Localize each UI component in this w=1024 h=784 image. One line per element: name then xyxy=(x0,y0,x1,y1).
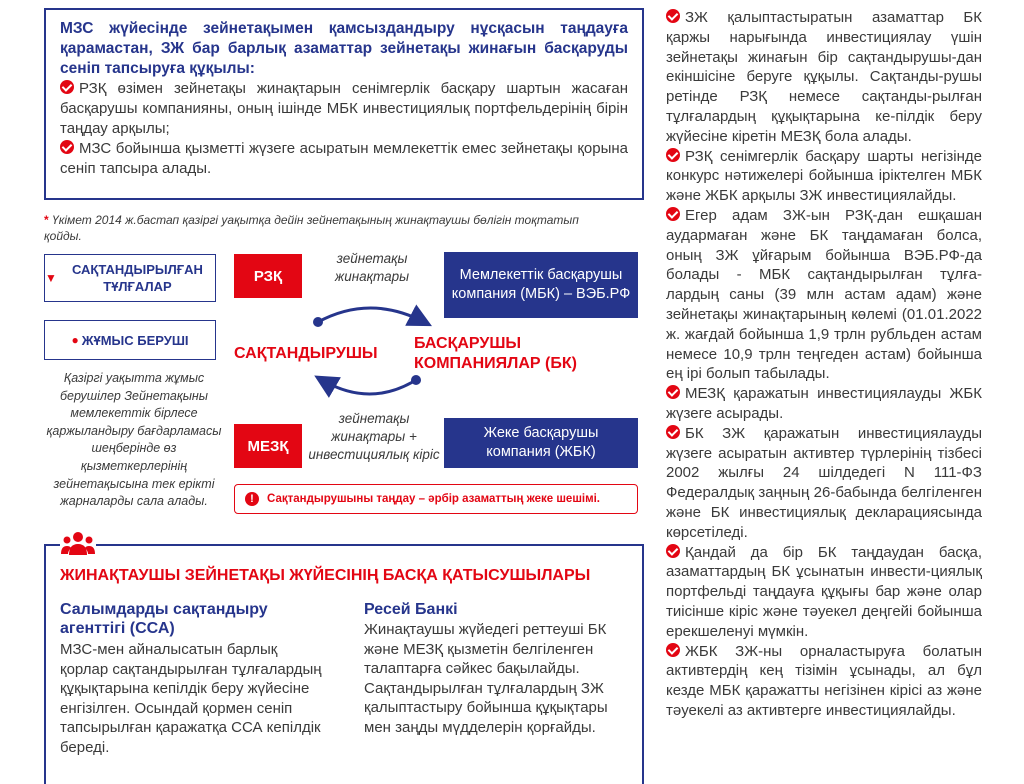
right-item: ЗЖ қалыптастыратын азаматтар БК қаржы нарығында инвестициялау үшін зейнетақы жинағын бір сақтандырушы-дан екіншісіне беруге құқылы. Сақтанды-рушы ретінде РЗҚ немесе сақтанды-рылған тұлғалардың құқықтарына ке-пілдік беру жүйесіне кіретін МЕЗҚ бола алады. xyxy=(666,9,982,145)
employer-box: ● ЖҰМЫС БЕРУШІ xyxy=(44,320,216,360)
rzk-tag: РЗҚ xyxy=(234,254,302,298)
footnote: * Үкімет 2014 ж.бастап қазіргі уақытқа дейін зейнетақының жинақтаушы бөлігін тоқтатып қойды. xyxy=(44,213,579,243)
check-icon xyxy=(666,207,680,221)
right-item: БК ЗЖ қаражатын инвестициялауды жүзеге асыратын активтер түрлерінің тізбесі 2002 жылғы 24 шілдедегі N 111-ФЗ Федералдық заңның 26-бабында белгіленген және БК инвестициялық декларациясында көрсетіледі. xyxy=(666,424,982,541)
shield-icon: ▼ xyxy=(45,270,57,285)
employer-note: Қазіргі уақытта жұмыс берушілер Зейнетақыны мемлекеттік бірлесе қаржыландыру бағдарламасы шеңберінде өз қызметкерлерінің зейнетақысына тек ерікті жарналарды сала алады. xyxy=(46,371,222,509)
right-item: Егер адам ЗЖ-ын РЗҚ-дан ешқашан аудармаған және БК таңдамаған болса, оның ЗЖ ұйғарым бойынша ВЭБ.РФ-да болады - МБК сақтандырылған тұлға-лардың саны (39 млн астам адам) және зейнетақы жинақтарының көлемі (01.01.2022 ж. жағдай бойынша 1,9 трлн рубльден астам немесе 10,9 трлн теңгеден астам) бойынша ең ірі болып табылады. xyxy=(666,206,982,383)
exclamation-icon: ! xyxy=(245,492,259,506)
dia-text: МЗС-мен айналысатын барлық қорлар сақтандырылған тұлғалардың құқықтарына кепілдік беру жүйесіне енгізілген. Осындай қормен сеніп тапсырылған қаражатқа ССА кепілдік береді. xyxy=(60,641,322,756)
check-icon xyxy=(666,385,680,399)
check-icon xyxy=(666,148,680,162)
check-icon xyxy=(666,425,680,439)
choice-alert: ! Сақтандырушыны таңдау – әрбір азаматтың жеке шешімі. xyxy=(234,484,638,514)
mezk-tag: МЕЗҚ xyxy=(234,424,302,468)
person-icon: ● xyxy=(71,332,79,347)
people-icon xyxy=(60,529,96,559)
state-company-box: Мемлекеттік басқарушы компания (МБК) – ВЭБ.РФ xyxy=(444,252,638,318)
right-item: РЗҚ сенімгерлік басқару шарты негізінде конкурс нәтижелері бойынша іріктелген МБК және ЖБК арқылы ЗЖ инвестициялайды. xyxy=(666,147,982,205)
right-column xyxy=(666,8,982,721)
private-company-box: Жеке басқарушы компания (ЖБК) xyxy=(444,418,638,468)
dia-title: Салымдарды сақтандыру агенттігі (ССА) xyxy=(60,601,268,637)
insured-persons-box: ▼ САҚТАНДЫРЫЛҒАН ТҰЛҒАЛАР xyxy=(44,254,216,302)
arrow-right xyxy=(318,308,424,322)
check-icon xyxy=(666,544,680,558)
flow-caption-bottom: зейнетақы жинақтары + инвестициялық кіріс xyxy=(308,411,440,462)
check-icon xyxy=(666,643,680,657)
right-item: Қандай да бір БК таңдаудан басқа, азаматтардың БК ұсынатын инвести-циялық портфельді таңдауға құқығы бар және олар тиісінше кіріс және тәуекел деңгейі бойынша ерекшеленуі мүмкін. xyxy=(666,543,982,640)
right-item: ЖБК ЗЖ-ны орналастыруға болатын активтердің кең тізімін ұсынады, ал бұл кезде МБК қаражатты негізінен кірісі аз және тәуекелі аз активтерге инвестициялайды. xyxy=(666,642,982,719)
rights-box xyxy=(44,8,644,200)
arrow-right-start xyxy=(313,317,323,327)
check-icon xyxy=(666,9,680,23)
rights-item: РЗҚ өзімен зейнетақы жинақтарын сенімгерлік басқару шартын жасаған басқарушы компанияны, оның ішінде МБК инвестициялық портфельдерінің бірін таңдау арқылы; xyxy=(60,80,628,137)
managing-companies-label: БАСҚАРУШЫ КОМПАНИЯЛАР (БК) xyxy=(414,335,577,372)
arrow-left-start xyxy=(411,375,421,385)
bank-title: Ресей Банкі xyxy=(364,601,458,618)
check-icon xyxy=(60,80,74,94)
participants-title: ЖИНАҚТАУШЫ ЗЕЙНЕТАҚЫ ЖҮЙЕСІНІҢ БАСҚА ҚАТЫСУШЫЛАРЫ xyxy=(60,567,591,584)
check-icon xyxy=(60,140,74,154)
rights-item: МЗС бойынша қызметті жүзеге асыратын мемлекеттік емес зейнетақы қорына сеніп тапсыра алады. xyxy=(60,140,628,177)
flow-caption-top: зейнетақы жинақтары xyxy=(334,251,410,284)
right-item: МЕЗҚ қаражатын инвестициялауды ЖБК жүзеге асырады. xyxy=(666,385,982,422)
rights-heading: МЗС жүйесінде зейнетақымен қамсыздандыру нұсқасын таңдауға қарамастан, ЗЖ бар барлық азаматтар зейнетақы жинағын басқаруды сеніп тапсыруға құқылы: xyxy=(60,20,628,77)
arrow-left xyxy=(322,380,416,394)
insurers-label: САҚТАНДЫРУШЫ xyxy=(234,345,378,362)
bank-text: Жинақтаушы жүйедегі реттеуші БК және МЕЗҚ қызметін белгіленген талаптарға сәйкес бақылайды. Сақтандырылған тұлғалардың ЗЖ қалыптастыру бойынша құқықтары мен заңды мүдделерін қорғайды. xyxy=(364,621,608,736)
